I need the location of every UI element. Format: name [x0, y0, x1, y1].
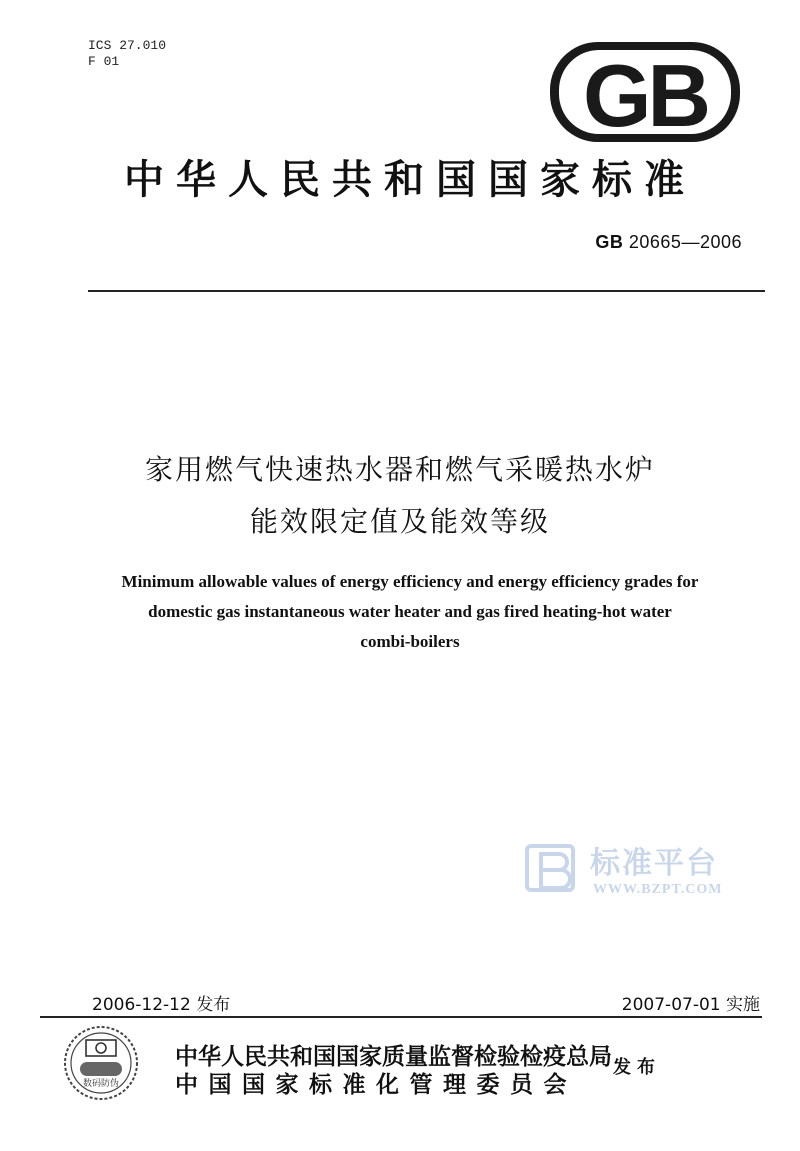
seal-text: 数码防伪	[82, 1079, 120, 1089]
implementation-date: 2007-07-01 实施	[621, 995, 760, 1015]
title-en-line2: domestic gas instantaneous water heater and gas fired heating-hot water	[148, 602, 672, 621]
issue-word: 发布	[613, 1057, 661, 1078]
title-cn-line1: 家用燃气快速热水器和燃气采暖热水炉	[144, 453, 655, 486]
ics-code: ICS 27.010	[88, 38, 167, 53]
issuer-line2: 中国国家标准化管理委员会	[175, 1072, 577, 1098]
title-en-line3: combi-boilers	[360, 632, 460, 651]
issue-date: 2006-12-12 发布	[92, 995, 231, 1015]
watermark-url: WWW.BZPT.COM	[593, 882, 723, 897]
ccs-code: F 01	[88, 54, 120, 69]
watermark-name: 标准平台	[590, 846, 718, 881]
anti-counterfeit-seal	[62, 1024, 140, 1102]
bottom-divider	[40, 1016, 762, 1018]
title-cn-line2: 能效限定值及能效等级	[249, 505, 550, 538]
standard-number	[595, 232, 742, 253]
issuer-line1: 中华人民共和国国家质量监督检验检疫总局	[175, 1044, 612, 1070]
svg-text:GB: GB	[583, 46, 707, 145]
title-en-line1: Minimum allowable values of energy efficiency and energy efficiency grades for	[121, 572, 699, 591]
gb-logo	[545, 38, 745, 148]
top-divider	[88, 290, 765, 292]
standard-number-value: 20665—2006	[628, 232, 742, 252]
standard-number-prefix: GB	[595, 232, 624, 252]
standard-type: 中华人民共和国国家标准	[124, 157, 696, 203]
watermark-icon	[525, 840, 581, 896]
